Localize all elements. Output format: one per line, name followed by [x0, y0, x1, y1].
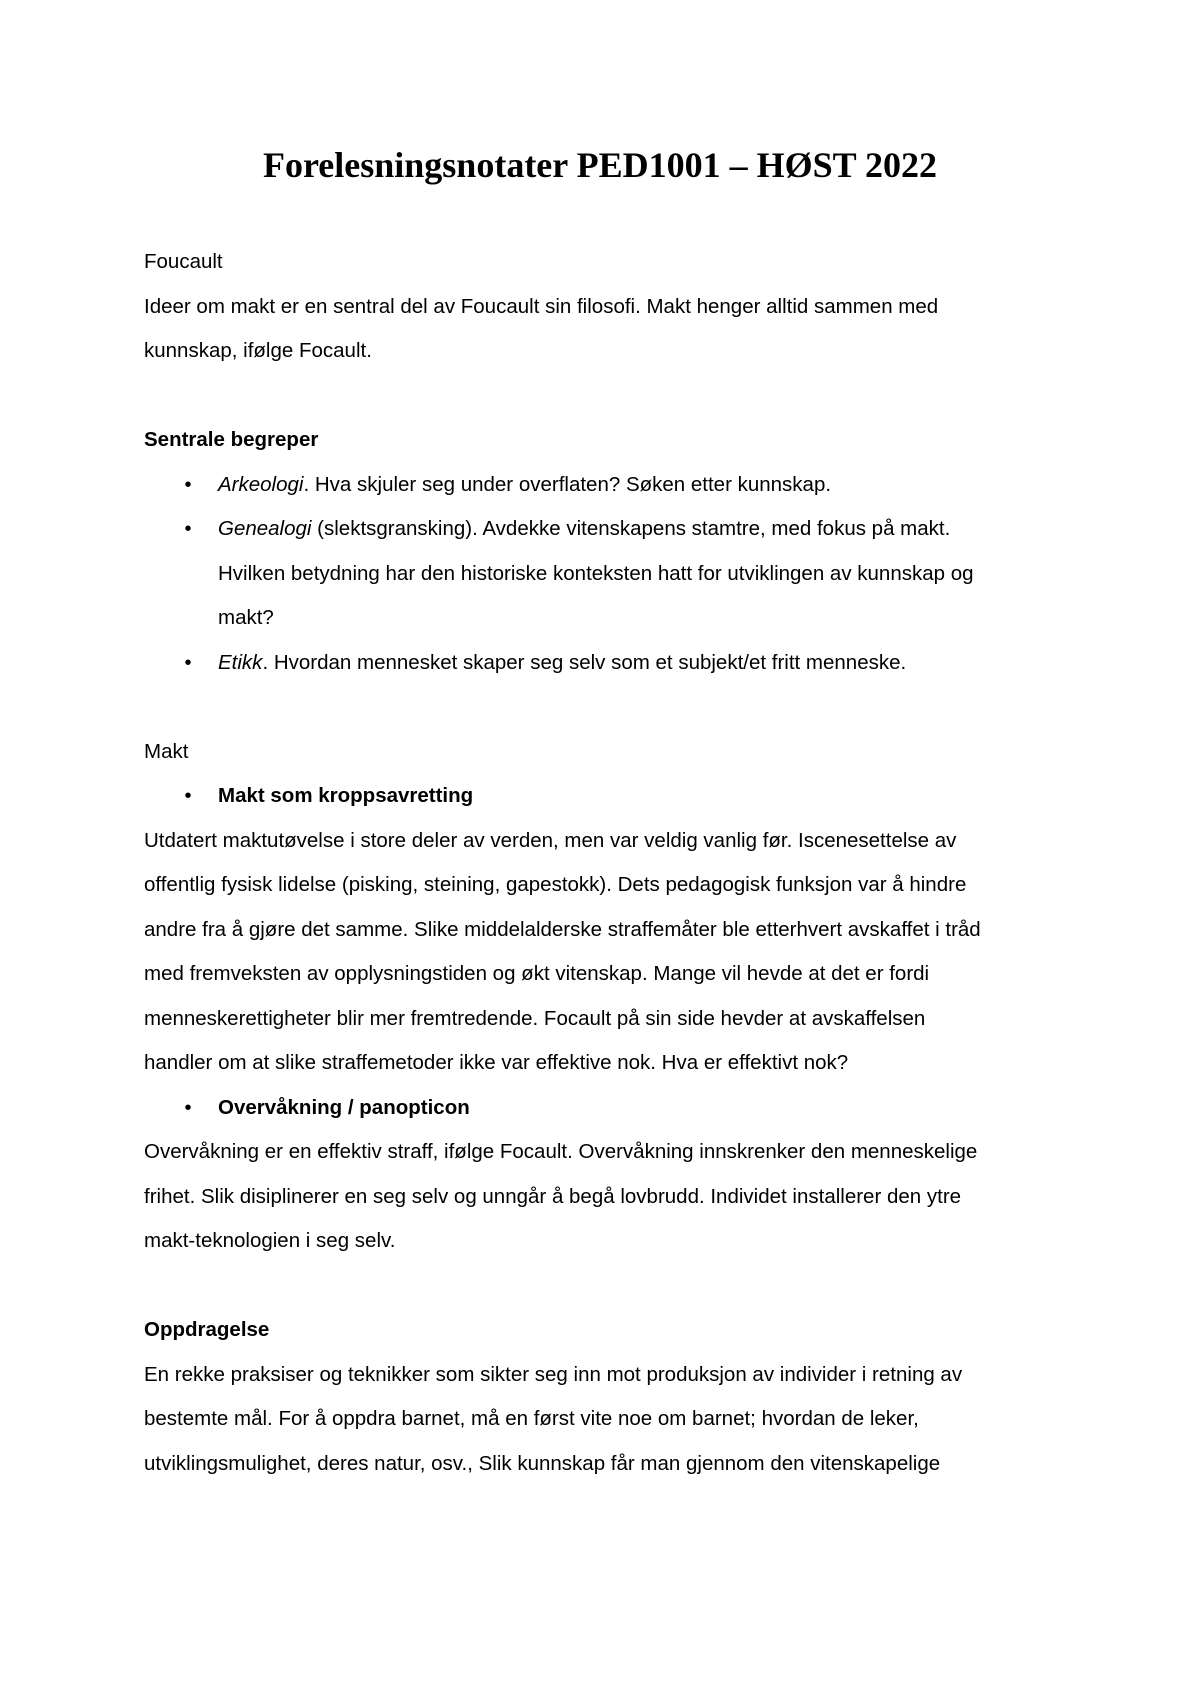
paragraph-line: Utdatert maktutøvelse i store deler av verden, men var veldig vanlig før. Iscenesettelse av	[144, 828, 957, 852]
bullet-icon: •	[184, 473, 192, 496]
list-item-etikk	[144, 641, 1064, 686]
subheading-makt-som-kroppsavretting: Makt som kroppsavretting	[218, 784, 474, 807]
intro-heading: Foucault	[144, 250, 223, 273]
bullet-icon: •	[184, 518, 192, 540]
makt-sub1-list	[144, 774, 1064, 819]
term-description: (slektsgransking). Avdekke vitenskapens stamtre, med fokus på makt.	[311, 517, 951, 540]
section-heading-makt: Makt	[144, 739, 189, 763]
paragraph-line: med fremveksten av opplysningstiden og økt vitenskap. Mange vil hevde at det er fordi	[144, 962, 930, 985]
term-description: . Hvordan mennesket skaper seg selv som et subjekt/et fritt menneske.	[262, 650, 907, 674]
bullet-icon: •	[184, 1096, 192, 1119]
list-item-makt-som-kroppsavretting	[144, 774, 1064, 819]
section-heading-sentrale-begreper: Sentrale begreper	[144, 428, 319, 451]
paragraph-line: frihet. Slik disiplinerer en seg selv og unngår å begå lovbrudd. Individet installerer den ytre	[144, 1184, 962, 1208]
term-description: . Hva skjuler seg under overflaten? Søken etter kunnskap.	[303, 472, 832, 496]
blank-line	[144, 685, 1064, 730]
list-item-genealogi	[144, 507, 1064, 641]
term-genealogi: Genealogi	[218, 517, 312, 540]
paragraph-line: utviklingsmulighet, deres natur, osv., Slik kunnskap får man gjennom den vitenskapelige	[144, 1451, 941, 1475]
paragraph-line: bestemte mål. For å oppdra barnet, må en først vite noe om barnet; hvordan de leker,	[144, 1407, 919, 1430]
intro-text-line-2: kunnskap, ifølge Focault.	[144, 339, 372, 362]
makt-sub2-list	[144, 1086, 1064, 1131]
paragraph-line: handler om at slike straffemetoder ikke var effektive nok. Hva er effektivt nok?	[144, 1051, 849, 1074]
term-description-line-3: makt?	[218, 606, 274, 629]
bullet-icon: •	[184, 785, 192, 807]
document-title: Forelesningsnotater PED1001 – HØST 2022	[262, 145, 938, 185]
paragraph-line: andre fra å gjøre det samme. Slike middelalderske straffemåter ble etterhvert avskaffet i tråd	[144, 917, 981, 941]
paragraph-line: menneskerettigheter blir mer fremtredende. Focault på sin side hevder at avskaffelsen	[144, 1006, 926, 1030]
bullet-icon: •	[184, 651, 192, 674]
document-body	[144, 240, 1064, 1486]
section-heading-oppdragelse: Oppdragelse	[144, 1318, 270, 1341]
sentrale-begreper-list	[144, 463, 1064, 686]
blank-line	[144, 374, 1064, 419]
paragraph-line: En rekke praksiser og teknikker som sikter seg inn mot produksjon av individer i retning av	[144, 1362, 963, 1386]
list-item-arkeologi	[144, 463, 1064, 508]
term-arkeologi: Arkeologi	[218, 472, 304, 496]
paragraph-line: Overvåkning er en effektiv straff, ifølge Focault. Overvåkning innskrenker den menneskelige	[144, 1140, 978, 1163]
paragraph-line: makt-teknologien i seg selv.	[144, 1229, 396, 1252]
term-etikk: Etikk	[218, 650, 263, 674]
list-item-overvakning-panopticon	[144, 1086, 1064, 1131]
paragraph-line: offentlig fysisk lidelse (pisking, steining, gapestokk). Dets pedagogisk funksjon var å hindre	[144, 873, 967, 896]
blank-line	[144, 1264, 1064, 1309]
intro-text-line-1: Ideer om makt er en sentral del av Foucault sin filosofi. Makt henger alltid sammen med	[144, 294, 939, 318]
subheading-overvakning-panopticon: Overvåkning / panopticon	[218, 1095, 470, 1119]
term-description-line-2: Hvilken betydning har den historiske konteksten hatt for utviklingen av kunnskap og	[218, 561, 974, 585]
